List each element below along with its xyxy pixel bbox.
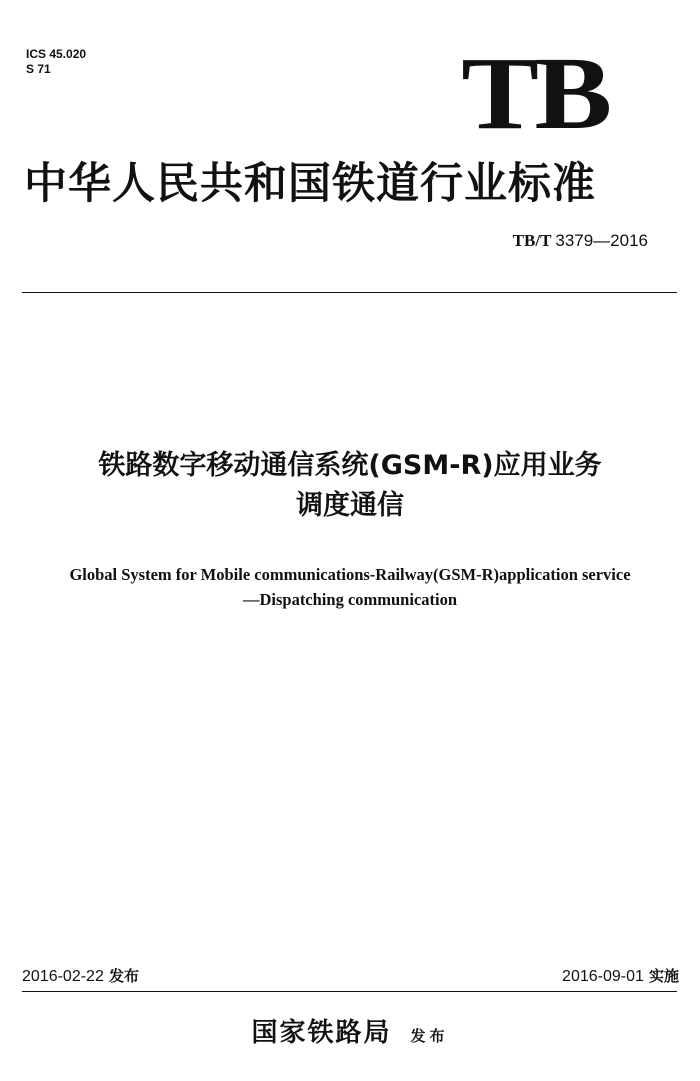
issuer-action: 发布 xyxy=(410,1027,449,1045)
standard-prefix: TB/T xyxy=(512,231,552,250)
issuer-org: 国家铁路局 xyxy=(251,1018,392,1048)
issue-label: 发布 xyxy=(108,967,139,985)
issue-date-block xyxy=(22,965,139,988)
bottom-divider xyxy=(22,991,677,992)
issuer-block xyxy=(0,1012,700,1049)
implement-date-block xyxy=(562,965,679,988)
standard-number: 3379—2016 xyxy=(555,231,648,250)
chinese-title-line2: 调度通信 xyxy=(296,490,404,521)
class-code: S 71 xyxy=(26,62,51,76)
english-title-line2: —Dispatching communication xyxy=(242,590,458,609)
classification-codes xyxy=(26,47,86,77)
issue-date: 2016-02-22 xyxy=(22,968,104,985)
english-title xyxy=(0,562,700,612)
ics-code: ICS 45.020 xyxy=(26,47,87,61)
org-title: 中华人民共和国铁道行业标准 xyxy=(24,159,596,209)
english-title-line1: Global System for Mobile communications-Railway(GSM-R)application service xyxy=(69,565,631,584)
standard-code xyxy=(513,231,648,251)
chinese-title-line1: 铁路数字移动通信系统(GSM-R)应用业务 xyxy=(98,450,602,481)
tb-logo: TB xyxy=(461,36,608,151)
implement-date: 2016-09-01 xyxy=(562,968,644,985)
implement-label: 实施 xyxy=(648,967,679,985)
chinese-title xyxy=(0,446,700,526)
top-divider xyxy=(22,292,677,293)
